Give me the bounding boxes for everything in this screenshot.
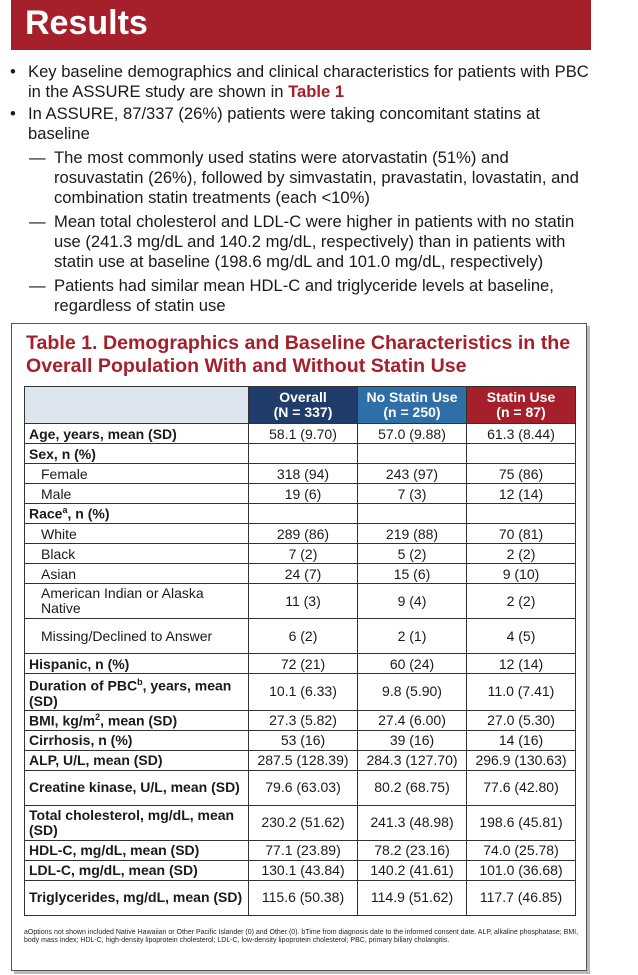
- value-cell: 117.7 (46.85): [467, 880, 576, 915]
- row-label: BMI, $kg/m^2$, mean (SD): [25, 710, 249, 730]
- value-cell: 78.2 (23.16): [358, 840, 467, 860]
- value-cell: 243 (97): [358, 464, 467, 484]
- value-cell: [249, 504, 358, 524]
- value-cell: 15 (6): [358, 564, 467, 584]
- bullet-item: [8, 62, 598, 102]
- row-label: Missing/Declined to Answer: [25, 619, 249, 654]
- value-cell: 287.5 (128.39): [249, 750, 358, 770]
- row-label: ALP, U/L, mean (SD): [25, 750, 249, 770]
- value-cell: 11 (3): [249, 584, 358, 619]
- value-cell: 114.9 (51.62): [358, 880, 467, 915]
- table-row: [25, 424, 576, 444]
- value-cell: 75 (86): [467, 464, 576, 484]
- table-row: [25, 524, 576, 544]
- table-reference-link[interactable]: Table 1: [288, 82, 345, 101]
- table-row: [25, 730, 576, 750]
- value-cell: 5 (2): [358, 544, 467, 564]
- row-label: Hispanic, n (%): [25, 654, 249, 674]
- value-cell: 130.1 (43.84): [249, 860, 358, 880]
- table-row: [25, 504, 576, 524]
- value-cell: 2 (2): [467, 544, 576, 564]
- value-cell: 80.2 (68.75): [358, 770, 467, 805]
- value-cell: 70 (81): [467, 524, 576, 544]
- value-cell: 230.2 (51.62): [249, 805, 358, 840]
- value-cell: 57.0 (9.88): [358, 424, 467, 444]
- table-row: [25, 840, 576, 860]
- dash-icon: —: [29, 212, 46, 231]
- row-label: Black: [25, 544, 249, 564]
- value-cell: 74.0 (25.78): [467, 840, 576, 860]
- table-title: Table 1. Demographics and Baseline Characteristics in the Overall Population With and Without Statin Use: [26, 332, 571, 377]
- table-row: [25, 464, 576, 484]
- table-row: [25, 564, 576, 584]
- value-cell: 27.4 (6.00): [358, 710, 467, 730]
- sub-bullet-text: The most commonly used statins were atorvastatin (51%) and rosuvastatin (26%), followed by simvastatin, pravastatin, lovastatin, and combination statin treatments (each <10%): [54, 148, 579, 207]
- value-cell: 77.6 (42.80): [467, 770, 576, 805]
- value-cell: 284.3 (127.70): [358, 750, 467, 770]
- value-cell: 6 (2): [249, 619, 358, 654]
- row-label: Triglycerides, mg/dL, mean (SD): [25, 880, 249, 915]
- row-label: Female: [25, 464, 249, 484]
- value-cell: 7 (2): [249, 544, 358, 564]
- value-cell: 241.3 (48.98): [358, 805, 467, 840]
- row-label: HDL-C, mg/dL, mean (SD): [25, 840, 249, 860]
- value-cell: 115.6 (50.38): [249, 880, 358, 915]
- sub-bullet-text: Mean total cholesterol and LDL-C were higher in patients with no statin use (241.3 mg/dL and 140.2 mg/dL, respectively) than in patients with statin use at baseline (198.6 mg/dL and 101.0 mg/dL, respectively): [54, 212, 575, 271]
- table-row: [25, 619, 576, 654]
- dash-icon: —: [29, 148, 46, 167]
- value-cell: 27.3 (5.82): [249, 710, 358, 730]
- table-row: [25, 805, 576, 840]
- table-row: [25, 710, 576, 730]
- header-overall: Overall (N = 337): [249, 387, 358, 424]
- value-cell: 9 (10): [467, 564, 576, 584]
- value-cell: 140.2 (41.61): [358, 860, 467, 880]
- row-label: Male: [25, 484, 249, 504]
- characteristics-table: [24, 386, 576, 916]
- sub-bullet-item: [8, 276, 598, 316]
- value-cell: 219 (88): [358, 524, 467, 544]
- value-cell: 53 (16): [249, 730, 358, 750]
- sub-bullet-text: Patients had similar mean HDL-C and triglyceride levels at baseline, regardless of statin use: [54, 276, 554, 315]
- sub-bullet-item: [8, 212, 598, 272]
- table-row: [25, 750, 576, 770]
- value-cell: 12 (14): [467, 654, 576, 674]
- table-row: [25, 544, 576, 564]
- results-banner: [11, 0, 591, 50]
- row-label: Sex, n (%): [25, 444, 249, 464]
- table-row: [25, 880, 576, 915]
- value-cell: 4 (5): [467, 619, 576, 654]
- header-no-statin: No Statin Use (n = 250): [358, 387, 467, 424]
- row-label: Age, years, mean (SD): [25, 424, 249, 444]
- value-cell: [358, 444, 467, 464]
- value-cell: 79.6 (63.03): [249, 770, 358, 805]
- value-cell: 27.0 (5.30): [467, 710, 576, 730]
- value-cell: [249, 444, 358, 464]
- value-cell: 9 (4): [358, 584, 467, 619]
- row-label: Cirrhosis, n (%): [25, 730, 249, 750]
- table-row: [25, 484, 576, 504]
- value-cell: 77.1 (23.89): [249, 840, 358, 860]
- value-cell: 12 (14): [467, 484, 576, 504]
- header-statin: Statin Use (n = 87): [467, 387, 576, 424]
- row-label: American Indian or Alaska Native: [25, 584, 249, 619]
- value-cell: 39 (16): [358, 730, 467, 750]
- table-row: [25, 674, 576, 711]
- table-row: [25, 770, 576, 805]
- bullet-list: [8, 62, 598, 320]
- value-cell: 19 (6): [249, 484, 358, 504]
- value-cell: 101.0 (36.68): [467, 860, 576, 880]
- header-blank-cell: [25, 387, 249, 424]
- table-row: [25, 860, 576, 880]
- table-row: [25, 444, 576, 464]
- value-cell: [467, 504, 576, 524]
- value-cell: 61.3 (8.44): [467, 424, 576, 444]
- value-cell: 9.8 (5.90): [358, 674, 467, 711]
- row-label: Asian: [25, 564, 249, 584]
- row-label: Creatine kinase, U/L, mean (SD): [25, 770, 249, 805]
- bullet-text: In ASSURE, 87/337 (26%) patients were taking concomitant statins at baseline: [28, 104, 540, 143]
- row-label: Total cholesterol, mg/dL, mean (SD): [25, 805, 249, 840]
- value-cell: 24 (7): [249, 564, 358, 584]
- table-panel: [11, 323, 587, 971]
- dash-icon: —: [29, 276, 46, 295]
- row-label: LDL-C, mg/dL, mean (SD): [25, 860, 249, 880]
- table-footnote: aOptions not shown included Native Hawaiian or Other Pacific Islander (0) and Other (0). bTime from diagnosis date to the informed consent date. ALP, alkaline phosphatase; BMI, body mass index; HDL-C, high-density lipoprotein cholesterol; LDL-C, low-density lipoprotein cholesterol; PBC, primary biliary cholangitis.: [24, 929, 579, 944]
- sub-bullet-item: [8, 148, 598, 208]
- row-label: Duration of PBC$^b$, years, mean (SD): [25, 674, 249, 711]
- value-cell: 7 (3): [358, 484, 467, 504]
- value-cell: [358, 504, 467, 524]
- value-cell: 289 (86): [249, 524, 358, 544]
- value-cell: 318 (94): [249, 464, 358, 484]
- value-cell: 11.0 (7.41): [467, 674, 576, 711]
- row-label: Race$^a$, n (%): [25, 504, 249, 524]
- bullet-item: [8, 104, 598, 144]
- table-row: [25, 654, 576, 674]
- bullet-dot-icon: •: [10, 62, 16, 81]
- value-cell: 296.9 (130.63): [467, 750, 576, 770]
- value-cell: 72 (21): [249, 654, 358, 674]
- value-cell: 58.1 (9.70): [249, 424, 358, 444]
- value-cell: 60 (24): [358, 654, 467, 674]
- value-cell: 10.1 (6.33): [249, 674, 358, 711]
- bullet-text: Key baseline demographics and clinical characteristics for patients with PBC in the ASSURE study are shown in: [28, 62, 589, 101]
- value-cell: 198.6 (45.81): [467, 805, 576, 840]
- value-cell: 14 (16): [467, 730, 576, 750]
- bullet-dot-icon: •: [10, 104, 16, 123]
- table-row: [25, 584, 576, 619]
- value-cell: 2 (2): [467, 584, 576, 619]
- row-label: White: [25, 524, 249, 544]
- value-cell: [467, 444, 576, 464]
- section-title: Results: [25, 4, 148, 42]
- value-cell: 2 (1): [358, 619, 467, 654]
